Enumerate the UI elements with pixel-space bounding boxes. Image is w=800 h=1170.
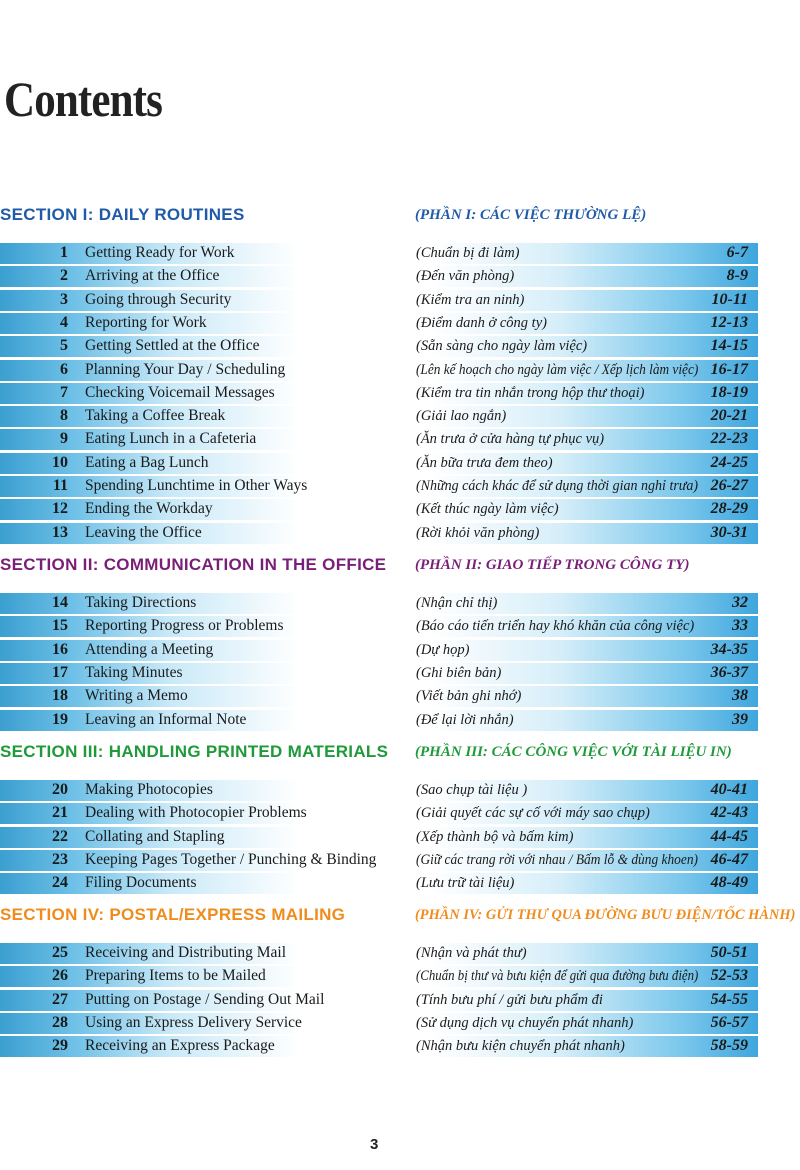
entry-pages: 28-29	[710, 500, 748, 518]
entry-title-vietnamese: (Kiểm tra tin nhắn trong hộp thư thoại)	[416, 384, 645, 401]
entry-title: Eating a Bag Lunch	[85, 453, 209, 471]
entry-title-vietnamese: (Chuẩn bị thư và bưu kiện để gửi qua đường bưu điện)	[416, 968, 699, 985]
section-title-vietnamese: (PHẦN I: CÁC VIỆC THƯỜNG LỆ)	[415, 207, 647, 223]
entry-pages: 56-57	[710, 1013, 748, 1031]
entry-number: 10	[52, 453, 68, 471]
entry-title-vietnamese: (Sẵn sàng cho ngày làm việc)	[416, 338, 588, 355]
section-title: SECTION II: COMMUNICATION IN THE OFFICE	[0, 555, 387, 574]
entry-number: 15	[52, 617, 68, 635]
toc-entry[interactable]	[0, 710, 758, 731]
entry-title-vietnamese: (Ăn trưa ở cửa hàng tự phục vụ)	[416, 431, 605, 448]
entry-title: Keeping Pages Together / Punching & Binding	[85, 850, 377, 868]
toc-entry[interactable]	[0, 383, 758, 404]
entry-number: 11	[52, 477, 68, 494]
page-title: Contents	[4, 71, 162, 127]
section-title-vietnamese: (PHẦN IV: GỬI THƯ QUA ĐƯỜNG BƯU ĐIỆN/TỐC HÀNH)	[415, 907, 796, 923]
section-title-vietnamese: (PHẦN III: CÁC CÔNG VIỆC VỚI TÀI LIỆU IN)	[415, 744, 732, 760]
section-header	[0, 905, 800, 929]
entry-number: 14	[52, 594, 68, 611]
entry-title-vietnamese: (Giải lao ngắn)	[416, 408, 507, 425]
entry-title-vietnamese: (Sử dụng dịch vụ chuyển phát nhanh)	[416, 1014, 634, 1031]
entry-title: Receiving an Express Package	[85, 1037, 275, 1055]
entry-pages: 24-25	[710, 453, 748, 471]
entry-pages: 46-47	[710, 850, 748, 868]
entry-number: 5	[60, 337, 68, 355]
entry-title-vietnamese: (Tính bưu phí / gửi bưu phẩm đi	[416, 991, 603, 1008]
entry-pages: 30-31	[710, 523, 748, 541]
toc-entry[interactable]	[0, 499, 758, 520]
entry-title-vietnamese: (Sao chụp tài liệu )	[416, 782, 528, 798]
entry-pages: 20-21	[710, 407, 748, 425]
toc-entry[interactable]	[0, 429, 758, 450]
toc-entry[interactable]	[0, 780, 758, 801]
entry-pages: 39	[732, 710, 748, 728]
entry-pages: 36-37	[710, 663, 748, 681]
entry-title: Preparing Items to be Mailed	[85, 967, 266, 985]
toc-entry[interactable]	[0, 990, 758, 1011]
entry-pages: 38	[732, 687, 748, 705]
entry-number: 1	[60, 244, 68, 261]
toc-entry[interactable]	[0, 290, 758, 311]
entry-number: 23	[52, 850, 68, 868]
entry-number: 26	[52, 967, 68, 985]
entry-title: Leaving an Informal Note	[85, 710, 247, 728]
entry-title-vietnamese: (Nhận chỉ thị)	[416, 595, 498, 611]
entry-title: Putting on Postage / Sending Out Mail	[85, 990, 325, 1008]
entry-title: Leaving the Office	[85, 523, 202, 541]
entry-pages: 6-7	[726, 244, 748, 261]
entry-number: 20	[52, 781, 68, 798]
entry-title: Receiving and Distributing Mail	[85, 944, 287, 961]
entry-number: 12	[52, 500, 68, 518]
section-header	[0, 205, 800, 229]
entry-title-vietnamese: (Lưu trữ tài liệu)	[416, 875, 515, 892]
entry-title-vietnamese: (Để lại lời nhắn)	[416, 711, 514, 728]
entry-pages: 22-23	[710, 430, 748, 448]
toc-entry[interactable]	[0, 663, 758, 684]
toc-entry[interactable]	[0, 523, 758, 544]
entry-title-vietnamese: (Viết bản ghi nhớ)	[416, 688, 522, 705]
entry-title: Eating Lunch in a Cafeteria	[85, 430, 257, 448]
entry-title: Arriving at the Office	[85, 267, 220, 285]
toc-entry[interactable]	[0, 593, 758, 614]
toc-entry[interactable]	[0, 1013, 758, 1034]
entry-number: 27	[52, 990, 68, 1008]
entry-pages: 12-13	[710, 313, 748, 331]
toc-entry[interactable]	[0, 803, 758, 824]
entry-title: Ending the Workday	[85, 500, 213, 518]
toc-entry[interactable]	[0, 966, 758, 987]
entry-pages: 50-51	[710, 944, 748, 961]
entry-title: Reporting for Work	[85, 313, 207, 331]
entry-title-vietnamese: (Giải quyết các sự cố với máy sao chụp)	[416, 805, 650, 822]
entry-title: Dealing with Photocopier Problems	[85, 804, 307, 822]
entry-title-vietnamese: (Ghi biên bản)	[416, 664, 502, 681]
entry-number: 4	[60, 313, 68, 331]
entry-title-vietnamese: (Báo cáo tiến triển hay khó khăn của công việc)	[416, 618, 695, 635]
entry-title-vietnamese: (Xếp thành bộ và bấm kim)	[416, 828, 574, 845]
toc-entry[interactable]	[0, 827, 758, 848]
entry-title-vietnamese: (Giữ các trang rời với nhau / Bấm lỗ & dùng khoen)	[416, 851, 699, 868]
section-header	[0, 742, 800, 766]
entry-title: Planning Your Day / Scheduling	[85, 360, 286, 378]
toc-entry[interactable]	[0, 266, 758, 287]
entry-title: Filing Documents	[85, 874, 197, 892]
section-title: SECTION I: DAILY ROUTINES	[0, 205, 245, 224]
section-title-vietnamese: (PHẦN II: GIAO TIẾP TRONG CÔNG TY)	[415, 557, 690, 573]
entry-title-vietnamese: (Chuẩn bị đi làm)	[416, 245, 520, 261]
toc-entry[interactable]	[0, 406, 758, 427]
entry-number: 3	[60, 290, 68, 308]
entry-number: 9	[60, 430, 68, 448]
entry-title: Taking a Coffee Break	[85, 407, 226, 425]
entry-pages: 33	[732, 617, 748, 635]
toc-entry[interactable]	[0, 360, 758, 381]
entry-title-vietnamese: (Dự họp)	[416, 641, 470, 658]
entry-title-vietnamese: (Điểm danh ở công ty)	[416, 314, 547, 331]
entry-number: 22	[52, 827, 68, 845]
entry-number: 16	[52, 640, 68, 658]
entry-title: Taking Directions	[85, 594, 197, 611]
entry-number: 29	[52, 1037, 68, 1055]
entry-title: Using an Express Delivery Service	[85, 1013, 302, 1031]
entry-title: Checking Voicemail Messages	[85, 383, 275, 401]
entry-number: 24	[52, 874, 68, 892]
entry-pages: 32	[732, 594, 748, 611]
entry-pages: 42-43	[710, 804, 748, 822]
toc-entry[interactable]	[0, 616, 758, 637]
entry-pages: 10-11	[711, 290, 748, 308]
entry-title: Writing a Memo	[85, 687, 188, 705]
entry-number: 19	[52, 710, 68, 728]
entry-number: 13	[52, 523, 68, 541]
entry-title: Spending Lunchtime in Other Ways	[85, 477, 308, 494]
entry-title-vietnamese: (Ăn bữa trưa đem theo)	[416, 454, 553, 471]
entry-number: 21	[52, 804, 68, 822]
toc-entry[interactable]	[0, 1036, 758, 1057]
section-title: SECTION IV: POSTAL/EXPRESS MAILING	[0, 905, 346, 924]
toc-entry[interactable]	[0, 453, 758, 474]
entry-title-vietnamese: (Những cách khác để sử dụng thời gian nghỉ trưa)	[416, 478, 699, 494]
entry-title: Going through Security	[85, 290, 232, 308]
entry-title: Collating and Stapling	[85, 827, 225, 845]
entry-number: 7	[60, 383, 68, 401]
entry-pages: 52-53	[710, 967, 748, 985]
entry-title-vietnamese: (Lên kế hoạch cho ngày làm việc / Xếp lịch làm việc)	[416, 361, 699, 378]
entry-title-vietnamese: (Nhận và phát thư)	[416, 945, 527, 961]
entry-pages: 44-45	[710, 827, 748, 845]
entry-pages: 16-17	[710, 360, 748, 378]
entry-pages: 40-41	[710, 781, 748, 798]
toc-entry[interactable]	[0, 850, 758, 871]
toc-entry[interactable]	[0, 686, 758, 707]
entry-number: 6	[60, 360, 68, 378]
toc-entry[interactable]	[0, 243, 758, 264]
entry-pages: 58-59	[710, 1037, 748, 1055]
entry-number: 2	[60, 267, 68, 285]
entry-title: Getting Settled at the Office	[85, 337, 260, 355]
entry-number: 8	[60, 407, 68, 425]
toc-entry[interactable]	[0, 943, 758, 964]
toc-entry[interactable]	[0, 336, 758, 357]
section-header	[0, 555, 800, 579]
toc-entry[interactable]	[0, 476, 758, 497]
entry-title-vietnamese: (Rời khỏi văn phòng)	[416, 524, 540, 541]
entry-title-vietnamese: (Nhận bưu kiện chuyển phát nhanh)	[416, 1038, 625, 1055]
page-number: 3	[370, 1136, 379, 1153]
toc-entry[interactable]	[0, 873, 758, 894]
entry-title: Reporting Progress or Problems	[85, 617, 284, 635]
entry-pages: 48-49	[710, 874, 748, 892]
entry-title-vietnamese: (Đến văn phòng)	[416, 268, 515, 285]
entry-number: 18	[52, 687, 68, 705]
toc-entry[interactable]	[0, 313, 758, 334]
entry-pages: 14-15	[710, 337, 748, 355]
entry-pages: 54-55	[710, 990, 748, 1008]
entry-title-vietnamese: (Kết thúc ngày làm việc)	[416, 501, 559, 518]
toc-entry[interactable]	[0, 640, 758, 661]
entry-number: 25	[52, 944, 68, 961]
entry-title-vietnamese: (Kiểm tra an ninh)	[416, 291, 525, 308]
entry-pages: 8-9	[726, 267, 748, 285]
entry-title: Making Photocopies	[85, 781, 213, 798]
entry-number: 28	[52, 1013, 68, 1031]
entry-title: Taking Minutes	[85, 663, 183, 681]
entry-number: 17	[52, 663, 68, 681]
entry-pages: 34-35	[710, 640, 748, 658]
entry-pages: 26-27	[710, 477, 748, 494]
entry-pages: 18-19	[710, 383, 748, 401]
section-title: SECTION III: HANDLING PRINTED MATERIALS	[0, 742, 389, 761]
entry-title: Attending a Meeting	[85, 640, 214, 658]
entry-title: Getting Ready for Work	[85, 244, 235, 261]
